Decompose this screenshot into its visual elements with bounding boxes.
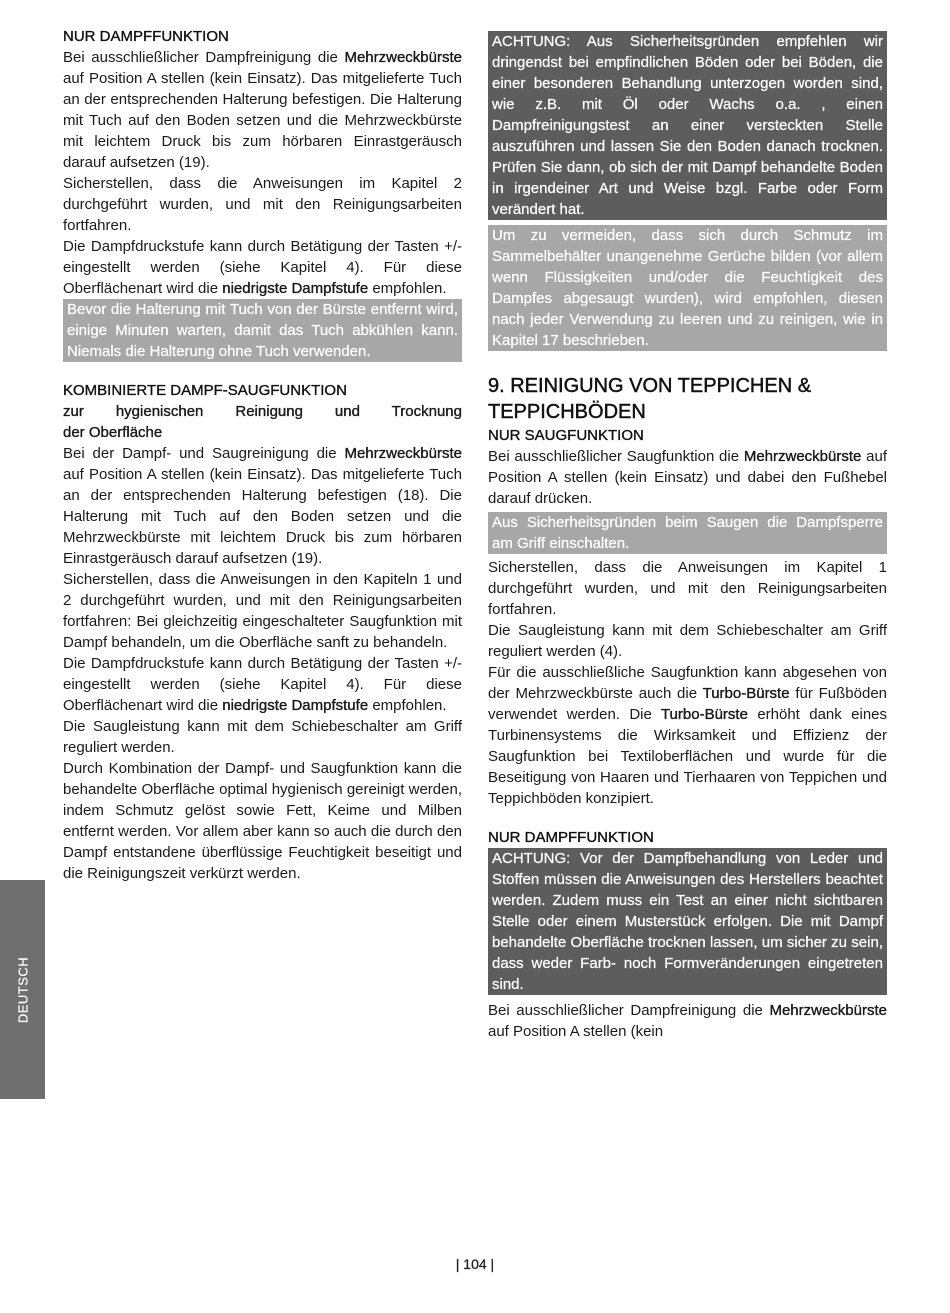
bold-term: niedrigste Dampfstufe — [222, 280, 369, 297]
paragraph: Die Dampfdruckstufe kann durch Betätigung der Tasten +/- eingestellt werden (siehe Kapitel 4). Für diese Oberflächenart wird die niedrigste Dampfstufe empfohlen. — [63, 655, 462, 714]
paragraph: Bei der Dampf- und Saugreinigung die Mehrzweckbürste auf Position A stellen (kein Einsatz). Das mitgelieferte Tuch an der entsprechenden Halterung befestigen (18). Die Halterung mit Tuch auf den Boden setzen und die Mehrzweckbürste mit leichtem Druck bis zum hörbaren Einrastgeräusch darauf aufsetzen (19). — [63, 445, 462, 567]
paragraph: Die Saugleistung kann mit dem Schiebeschalter am Griff reguliert werden (4). — [488, 622, 887, 660]
paragraph: Für die ausschließliche Saugfunktion kann abgesehen von der Mehrzweckbürste auch die Turbo-Bürste für Fußböden verwendet werden. Die Turbo-Bürste erhöht dank eines Turbinensystems die Wirksamkeit und Effizienz der Saugfunktion bei Textiloberflächen und wurde für die Beseitigung von Haaren und Tierhaaren von Teppichen und Teppichböden konzipiert. — [488, 664, 888, 807]
paragraph: Sicherstellen, dass die Anweisungen in den Kapiteln 1 und 2 durchgeführt wurden, und mit den Reinigungsarbeiten fortfahren: Bei gleichzeitig eingeschalteter Saugfunktion mit Dampf behandeln, um die Oberfläche sanft zu behandeln. — [63, 571, 462, 651]
note-box: Bevor die Halterung mit Tuch von der Bürste entfernt wird, einige Minuten warten, damit das Tuch abkühlen kann. Niemals die Halterung ohne Tuch verwenden. — [63, 299, 462, 362]
paragraph: Bei ausschließlicher Saugfunktion die Mehrzweckbürste auf Position A stellen (kein Einsatz) und dabei den Fußhebel darauf drücken. — [488, 448, 887, 507]
bold-term: Turbo-Bürste — [660, 706, 748, 723]
bold-term: Mehrzweckbürste — [344, 49, 462, 66]
bold-term: Mehrzweckbürste — [344, 445, 462, 462]
section-subheading: zur hygienischen Reinigung und Trocknung der Oberfläche — [63, 403, 462, 441]
right-column — [488, 31, 887, 1042]
section-heading-combined: KOMBINIERTE DAMPF-SAUGFUNKTION — [63, 382, 347, 399]
left-column — [63, 26, 462, 884]
language-side-tab — [0, 880, 45, 1099]
paragraph: Sicherstellen, dass die Anweisungen im Kapitel 1 durchgeführt wurden, und mit den Reinigungsarbeiten fortfahren. — [488, 559, 887, 618]
section-heading-steam-only: NUR DAMPFFUNKTION — [488, 829, 654, 846]
paragraph: Die Saugleistung kann mit dem Schiebeschalter am Griff reguliert werden. — [63, 718, 462, 756]
section-heading-vacuum-only: NUR SAUGFUNKTION — [488, 427, 644, 444]
note-box: Um zu vermeiden, dass sich durch Schmutz im Sammelbehälter unangenehme Gerüche bilden (vor allem wenn Flüssigkeiten und/oder die Feuchtigkeit des Dampfes abgesaugt wurden), wird empfohlen, diesen nach jeder Verwendung zu leeren und zu reinigen, wie in Kapitel 17 beschrieben. — [488, 225, 887, 351]
bold-term: niedrigste Dampfstufe — [222, 697, 369, 714]
section-heading-steam-only: NUR DAMPFFUNKTION — [63, 28, 229, 45]
note-box: Aus Sicherheitsgründen beim Saugen die Dampfsperre am Griff einschalten. — [488, 512, 887, 554]
paragraph: Die Dampfdruckstufe kann durch Betätigung der Tasten +/- eingestellt werden (siehe Kapitel 4). Für diese Oberflächenart wird die niedrigste Dampfstufe empfohlen. — [63, 238, 462, 297]
chapter-title: 9. REINIGUNG VON TEPPICHEN & TEPPICHBÖDEN — [488, 375, 812, 423]
paragraph: Bei ausschließlicher Dampfreinigung die Mehrzweckbürste auf Position A stellen (kein Einsatz). Das mitgelieferte Tuch an der entsprechenden Halterung befestigen. Die Halterung mit Tuch auf den Boden setzen und die Mehrzweckbürste mit leichtem Druck bis zum hörbaren Einrastgeräusch darauf aufsetzen (19). — [63, 49, 462, 171]
warning-box: ACHTUNG: Aus Sicherheitsgründen empfehlen wir dringendst bei empfindlichen Böden oder bei Böden, die einer besonderen Behandlung unterzogen worden sind, wie z.B. mit Öl oder Wachs o.a. , einen Dampfreinigungstest an einer versteckten Stelle auszuführen und lassen Sie den Boden danach trocknen. Prüfen Sie dann, ob sich der mit Dampf behandelte Boden in irgendeiner Art und Weise bzgl. Farbe oder Form verändert hat. — [488, 31, 887, 220]
page-number: | 104 | — [455, 1256, 495, 1272]
paragraph: Sicherstellen, dass die Anweisungen im Kapitel 2 durchgeführt wurden, und mit den Reinigungsarbeiten fortfahren. — [63, 175, 462, 234]
bold-term: Turbo-Bürste — [702, 685, 790, 702]
bold-term: Mehrzweckbürste — [743, 448, 862, 465]
warning-box: ACHTUNG: Vor der Dampfbehandlung von Leder und Stoffen müssen die Anweisungen des Herstellers beachtet werden. Zudem muss ein Test an einer nicht sichtbaren Stelle oder einem Musterstück erfolgen. Die mit Dampf behandelte Oberfläche trocknen lassen, um sicher zu sein, dass weder Farb- noch Formveränderungen eingetreten sind. — [488, 848, 887, 995]
bold-term: Mehrzweckbürste — [769, 1002, 887, 1019]
paragraph: Bei ausschließlicher Dampfreinigung die Mehrzweckbürste auf Position A stellen (kein — [488, 1002, 887, 1040]
paragraph: Durch Kombination der Dampf- und Saugfunktion kann die behandelte Oberfläche optimal hygienisch gereinigt werden, indem Schmutz gelöst sowie Fett, Keime und Milben entfernt werden. Vor allem aber kann so auch die durch den Dampf entstandene überflüssige Feuchtigkeit beseitigt und die Reinigungszeit verkürzt werden. — [63, 760, 462, 882]
language-label: DEUTSCH — [15, 956, 30, 1023]
